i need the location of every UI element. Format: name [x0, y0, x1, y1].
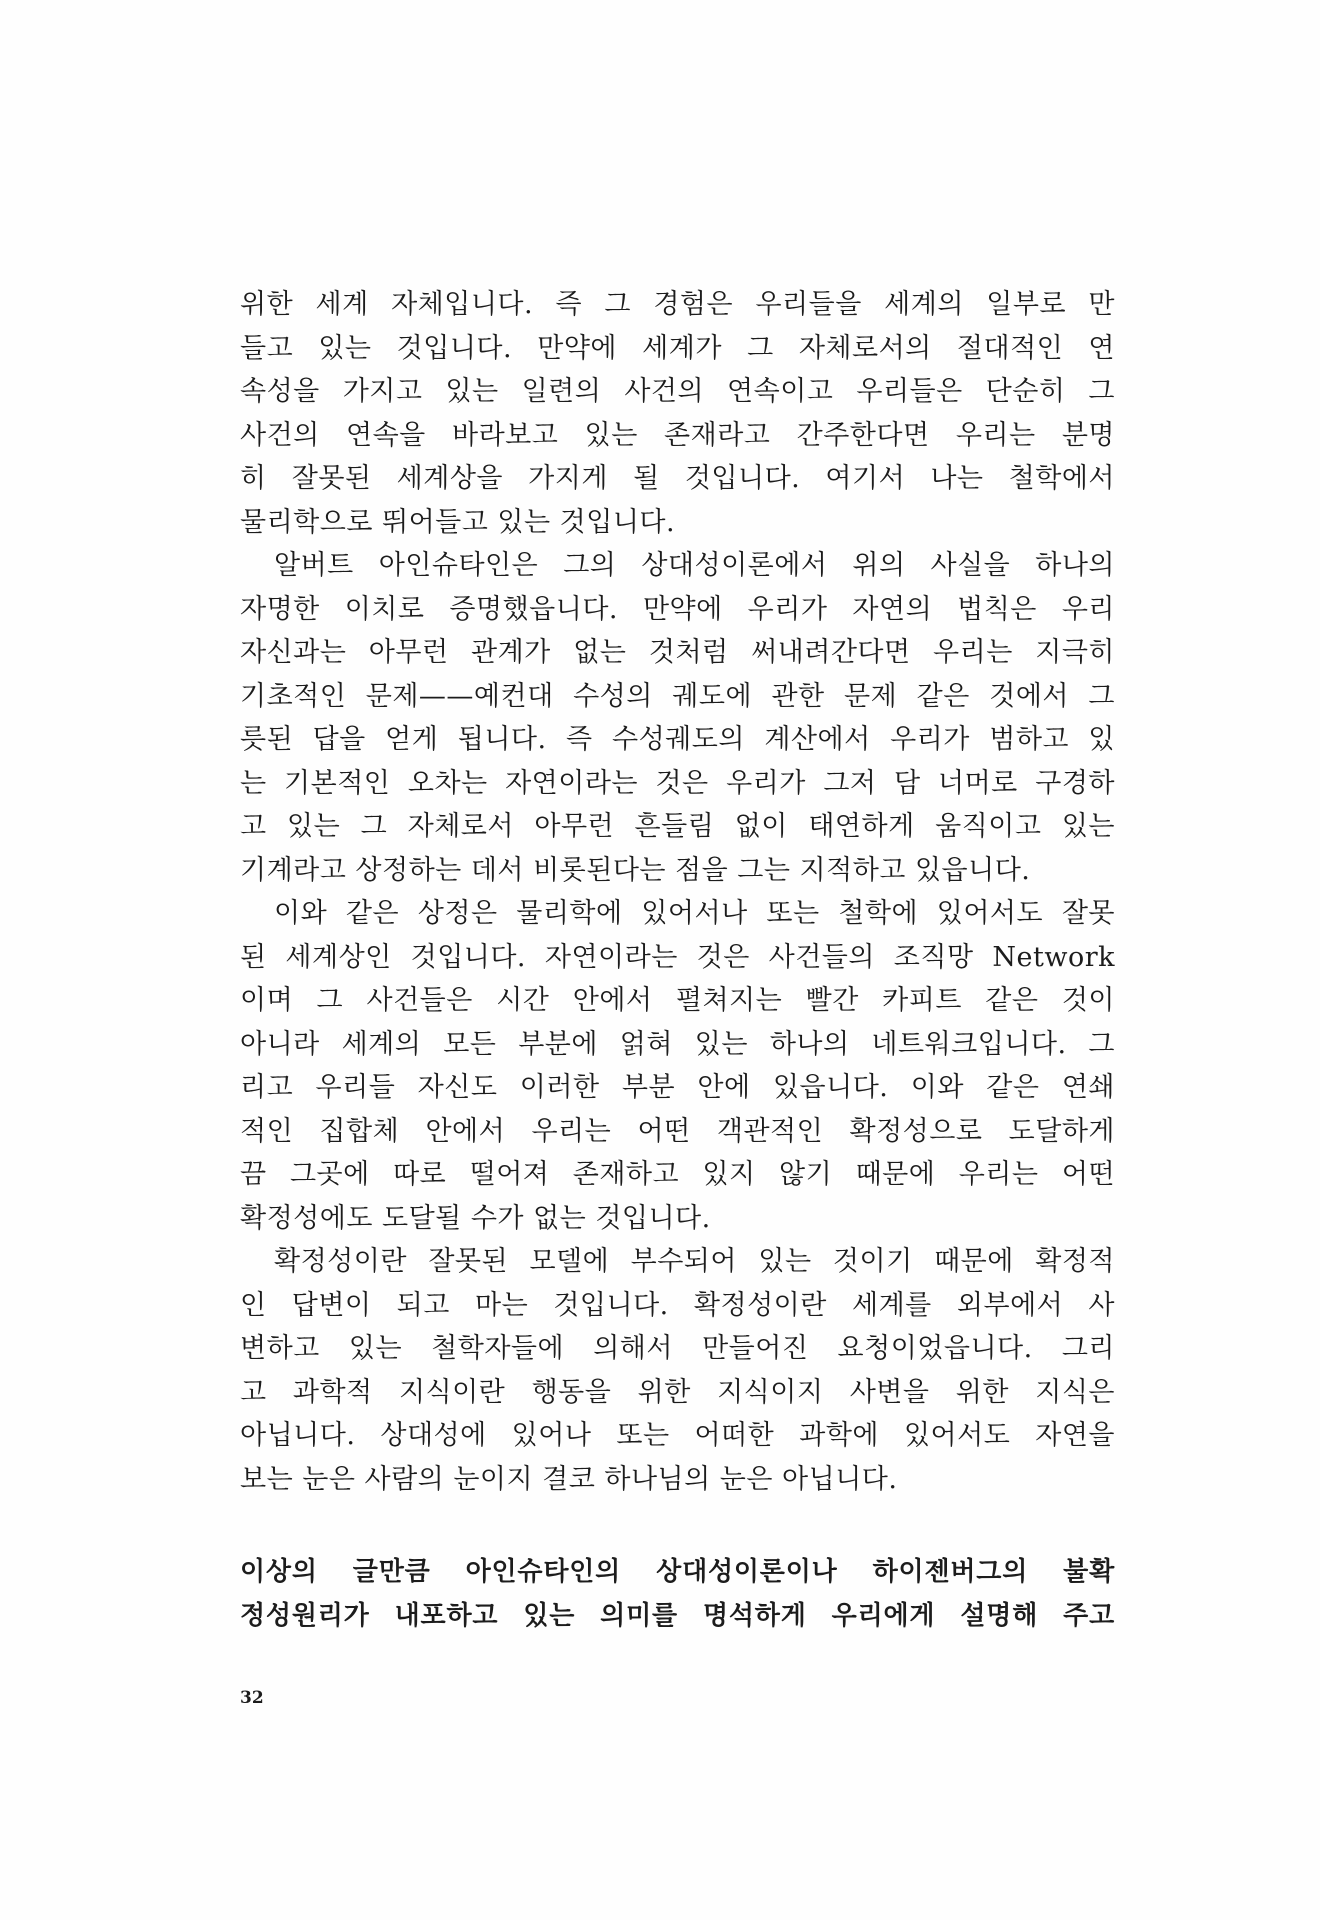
- text-line: 이와 같은 상정은 물리학에 있어서나 또는 철학에 있어서도 잘못: [274, 898, 1115, 929]
- text-line: 속성을 가지고 있는 일련의 사건의 연속이고 우리들은 단순히 그: [240, 376, 1115, 407]
- text-line: 이며 그 사건들은 시간 안에서 펼쳐지는 빨간 카피트 같은 것이: [240, 985, 1115, 1016]
- paragraph-3: [240, 892, 1115, 1240]
- text-line: 고 과학적 지식이란 행동을 위한 지식이지 사변을 위한 지식은: [240, 1376, 1115, 1408]
- paragraph-2: [240, 544, 1115, 892]
- text-line: 릇된 답을 얻게 됩니다. 즉 수성궤도의 계산에서 우리가 범하고 있: [240, 724, 1115, 755]
- paragraph-1: [240, 283, 1115, 544]
- paragraph-4: [240, 1240, 1115, 1501]
- text-line: 확정성이란 잘못된 모델에 부수되어 있는 것이기 때문에 확정적: [274, 1246, 1115, 1277]
- body-text: [240, 283, 1115, 1638]
- text-line: 는 기본적인 오차는 자연이라는 것은 우리가 그저 담 너머로 구경하: [240, 767, 1115, 799]
- closing-paragraph: [240, 1551, 1115, 1638]
- text-line: 인 답변이 되고 마는 것입니다. 확정성이란 세계를 외부에서 사: [240, 1289, 1115, 1321]
- text-line: 아니라 세계의 모든 부분에 얽혀 있는 하나의 네트워크입니다. 그: [240, 1028, 1115, 1060]
- text-line: 사건의 연속을 바라보고 있는 존재라고 간주한다면 우리는 분명: [240, 419, 1115, 451]
- text-line: 물리학으로 뛰어들고 있는 것입니다.: [240, 506, 676, 538]
- text-line: 적인 집합체 안에서 우리는 어떤 객관적인 확정성으로 도달하게: [240, 1115, 1115, 1147]
- text-line: 기초적인 문제——예컨대 수성의 궤도에 관한 문제 같은 것에서 그: [240, 680, 1115, 712]
- section-gap: [240, 1501, 1115, 1551]
- text-line: 고 있는 그 자체로서 아무런 흔들림 없이 태연하게 움직이고 있는: [240, 811, 1115, 842]
- page-number: 32: [240, 1688, 264, 1708]
- text-line: 변하고 있는 철학자들에 의해서 만들어진 요청이었읍니다. 그리: [240, 1333, 1115, 1364]
- text-line: 자명한 이치로 증명했읍니다. 만약에 우리가 자연의 법칙은 우리: [240, 593, 1115, 625]
- text-line: 알버트 아인슈타인은 그의 상대성이론에서 위의 사실을 하나의: [274, 550, 1115, 581]
- text-line: 위한 세계 자체입니다. 즉 그 경험은 우리들을 세계의 일부로 만: [240, 289, 1115, 320]
- text-line: 이상의 글만큼 아인슈타인의 상대성이론이나 하이젠버그의 불확: [240, 1557, 1115, 1587]
- text-line: 들고 있는 것입니다. 만약에 세계가 그 자체로서의 절대적인 연: [240, 332, 1115, 364]
- text-line: 확정성에도 도달될 수가 없는 것입니다.: [240, 1202, 711, 1234]
- text-line: 기계라고 상정하는 데서 비롯된다는 점을 그는 지적하고 있읍니다.: [240, 854, 1031, 886]
- text-line: 히 잘못된 세계상을 가지게 될 것입니다. 여기서 나는 철학에서: [240, 463, 1115, 494]
- text-line: 리고 우리들 자신도 이러한 부분 안에 있읍니다. 이와 같은 연쇄: [240, 1072, 1115, 1103]
- text-line: 된 세계상인 것입니다. 자연이라는 것은 사건들의 조직망 Network: [240, 941, 1115, 973]
- text-line: 정성원리가 내포하고 있는 의미를 명석하게 우리에게 설명해 주고: [240, 1600, 1115, 1631]
- text-line: 보는 눈은 사람의 눈이지 결코 하나님의 눈은 아닙니다.: [240, 1463, 898, 1495]
- text-line: 아닙니다. 상대성에 있어나 또는 어떠한 과학에 있어서도 자연을: [240, 1420, 1115, 1451]
- text-line: 자신과는 아무런 관계가 없는 것처럼 써내려간다면 우리는 지극히: [240, 637, 1115, 668]
- text-line: 끔 그곳에 따로 떨어져 존재하고 있지 않기 때문에 우리는 어떤: [240, 1159, 1115, 1190]
